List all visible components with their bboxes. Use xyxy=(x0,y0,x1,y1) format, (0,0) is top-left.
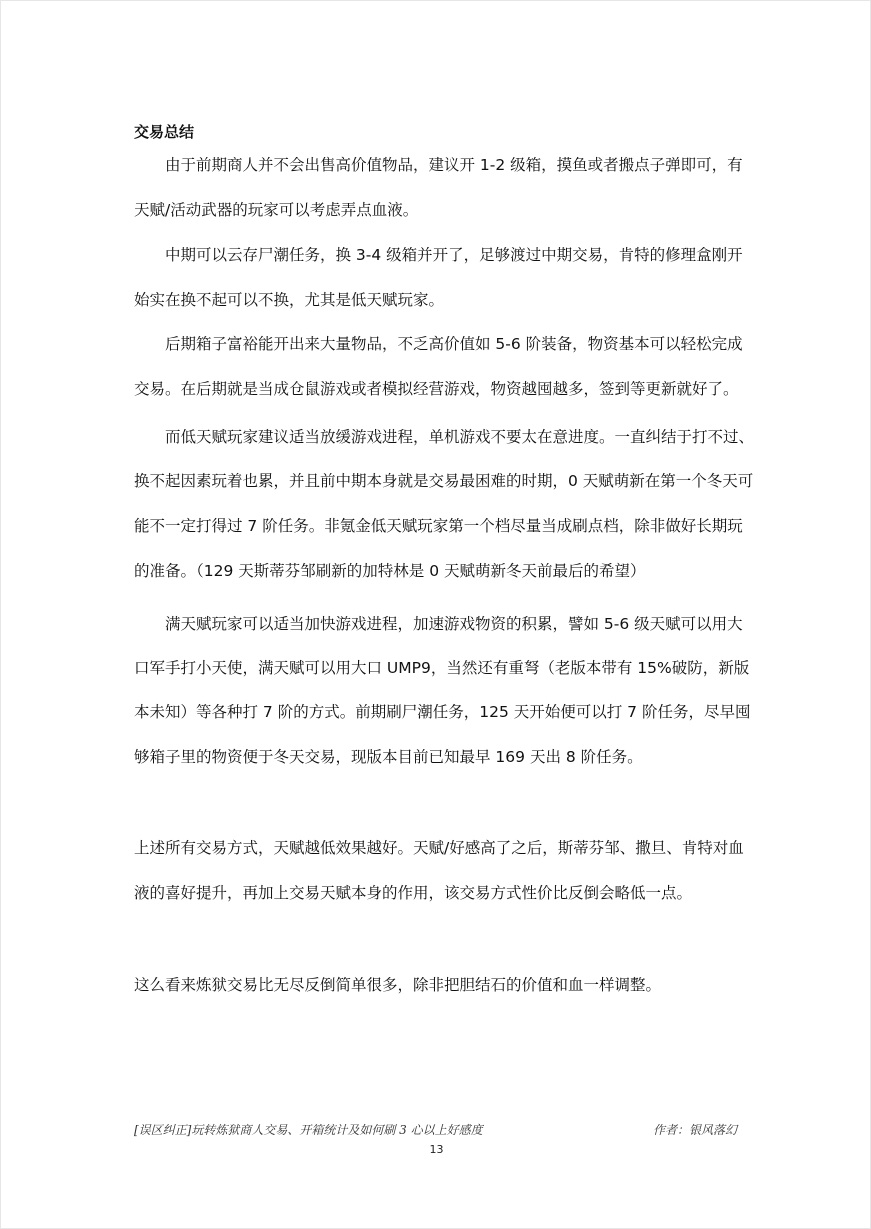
page-number: 13 xyxy=(429,1143,444,1156)
paragraph-5-line: 本未知）等各种打 7 阶的方式。前期刷尸潮任务，125 天开始便可以打 7 阶任务，尽早囤 xyxy=(134,703,751,721)
paragraph-1-line: 天赋/活动武器的玩家可以考虑弄点血液。 xyxy=(134,201,419,219)
section-heading: 交易总结 xyxy=(134,123,195,141)
paragraph-2-line: 始实在换不起可以不换，尤其是低天赋玩家。 xyxy=(134,291,445,309)
paragraph-2-line: 中期可以云存尸潮任务，换 3-4 级箱并开了，足够渡过中期交易，肯特的修理盒刚开 xyxy=(165,246,743,264)
paragraph-6-line: 液的喜好提升，再加上交易天赋本身的作用，该交易方式性价比反倒会略低一点。 xyxy=(134,884,693,902)
paragraph-4-line: 而低天赋玩家建议适当放缓游戏进程，单机游戏不要太在意进度。一直纠结于打不过、 xyxy=(165,428,755,446)
paragraph-5-line: 够箱子里的物资便于冬天交易，现版本目前已知最早 169 天出 8 阶任务。 xyxy=(134,748,643,766)
paragraph-4-line: 能不一定打得过 7 阶任务。非氪金低天赋玩家第一个档尽量当成刷点档，除非做好长期玩 xyxy=(134,517,743,535)
paragraph-1-line: 由于前期商人并不会出售高价值物品，建议开 1-2 级箱，摸鱼或者搬点子弹即可，有 xyxy=(165,156,743,174)
footer-document-title: [误区纠正]玩转炼狱商人交易、开箱统计及如何刷 3 心以上好感度 xyxy=(134,1123,483,1137)
paragraph-6-line: 上述所有交易方式，天赋越低效果越好。天赋/好感高了之后，斯蒂芬邹、撒旦、肯特对血 xyxy=(134,839,744,857)
paragraph-4-line: 换不起因素玩着也累，并且前中期本身就是交易最困难的时期，0 天赋萌新在第一个冬天可 xyxy=(134,472,754,490)
paragraph-3-line: 后期箱子富裕能开出来大量物品，不乏高价值如 5-6 阶装备，物资基本可以轻松完成 xyxy=(165,335,743,353)
paragraph-4-line: 的准备。（129 天斯蒂芬邹刷新的加特林是 0 天赋萌新冬天前最后的希望） xyxy=(134,562,646,580)
paragraph-5-line: 满天赋玩家可以适当加快游戏进程，加速游戏物资的积累，譬如 5-6 级天赋可以用大 xyxy=(165,615,743,633)
footer-author: 作者：银风落幻 xyxy=(652,1123,737,1137)
paragraph-7-line: 这么看来炼狱交易比无尽反倒简单很多，除非把胆结石的价值和血一样调整。 xyxy=(134,976,662,994)
paragraph-5-line: 口军手打小天使，满天赋可以用大口 UMP9，当然还有重弩（老版本带有 15%破防，新版 xyxy=(134,659,750,677)
paragraph-3-line: 交易。在后期就是当成仓鼠游戏或者模拟经营游戏，物资越囤越多，签到等更新就好了。 xyxy=(134,380,739,398)
